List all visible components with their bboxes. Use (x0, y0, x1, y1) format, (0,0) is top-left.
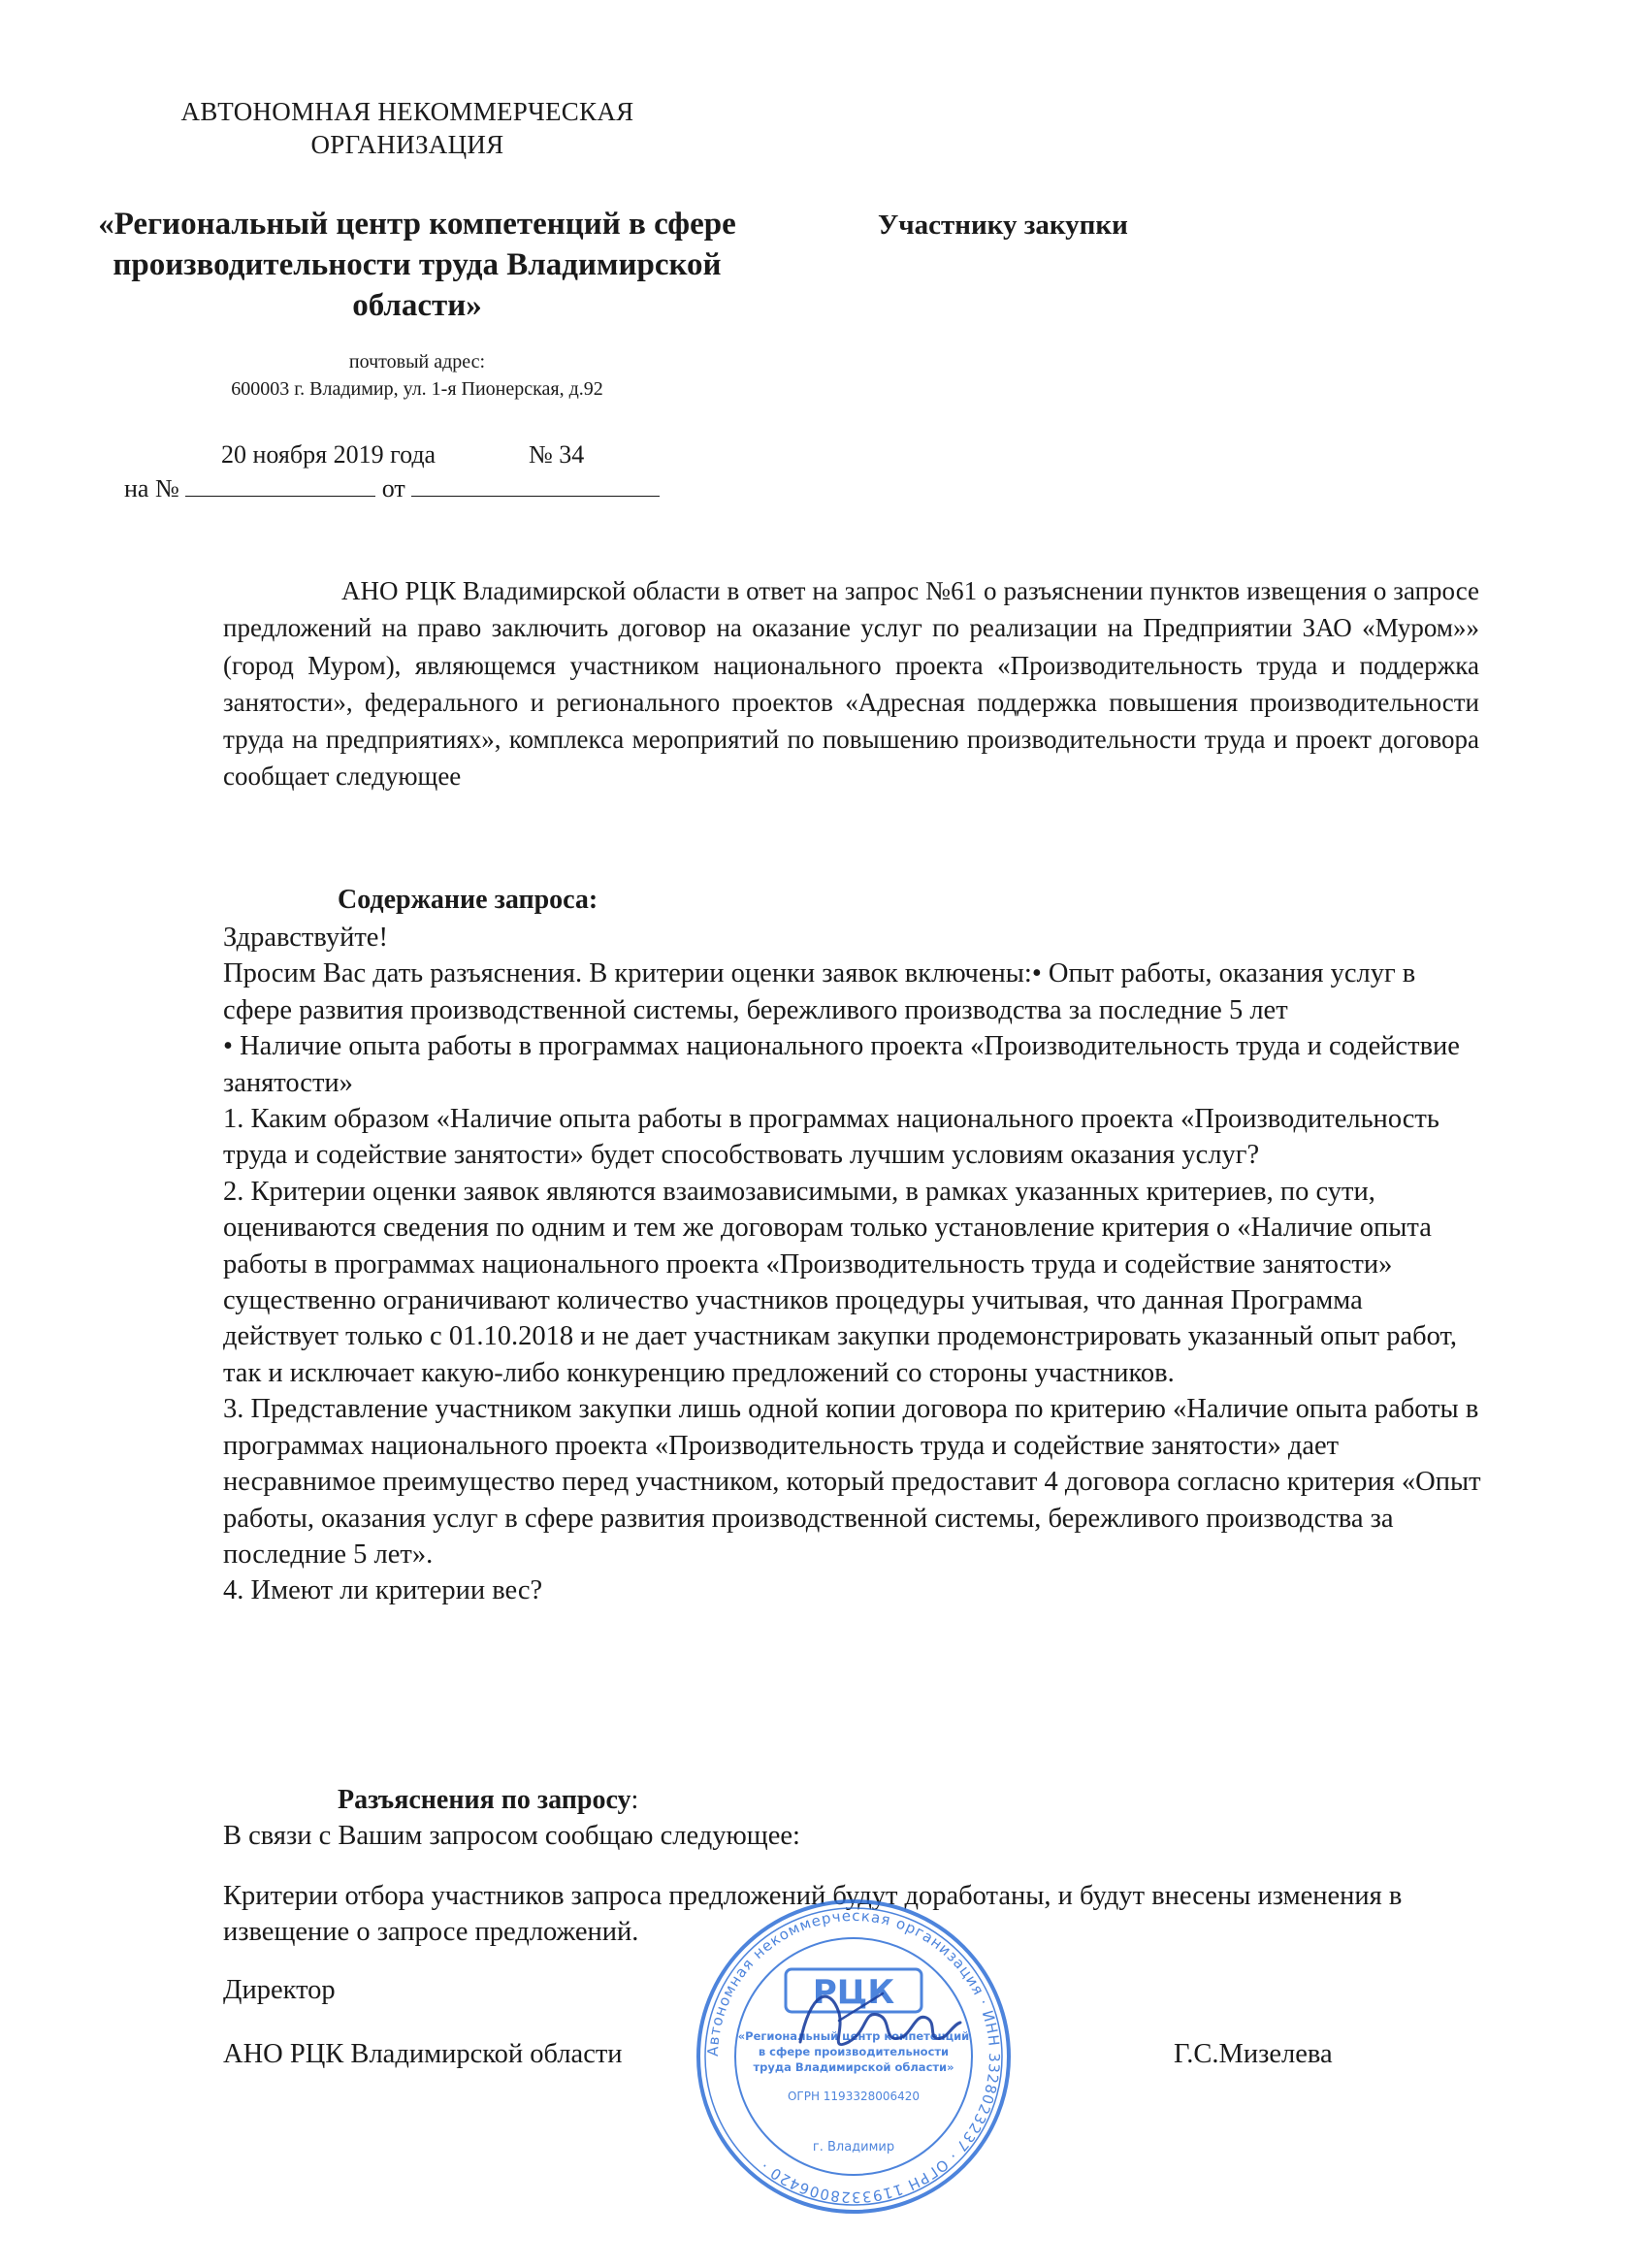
postal-label: почтовый адрес: (348, 351, 486, 373)
request-paragraph: Просим Вас дать разъяснения. В критерии оценки заявок включены:• Опыт работы, оказания услуг в сфере развития производственной системы, бережливого производства за последние 5 лет (223, 958, 1416, 1025)
answer-heading-colon: : (630, 1785, 639, 1815)
reference-prefix: на № (124, 474, 179, 502)
stamp-outer-text: Автономная некоммерческая организация · ИНН 3328023237 · ОГРН 1193328006420 · (703, 1906, 1004, 2207)
document-date: 20 ноября 2019 года (221, 440, 436, 469)
reference-number-blank (185, 474, 375, 497)
svg-text:труда Владимирской области»: труда Владимирской области» (753, 2060, 954, 2074)
request-paragraph: 2. Критерии оценки заявок являются взаимозависимыми, в рамках указанных критериев, по сути, оцениваются сведения по одним и тем же договорам только установление критерия о «Наличие опыта работы в программах национального проекта «Производительность труда и содействие занятости» существенно ограничивают количество участников процедуры учитывая, что данная Программа действует только с 01.10.2018 и не дает участникам закупки продемонстрировать указанный опыт работ, так и исключает какую-либо конкуренцию предложений со стороны участников. (223, 1176, 1457, 1388)
org-name: «Региональный центр компетенций в сфере производительности труда Владимирской области» (98, 207, 736, 323)
answer-heading-text: Разъяснения по запросу (338, 1785, 631, 1815)
reference-from: от (381, 474, 405, 502)
signatory-organization: АНО РЦК Владимирской области (223, 2039, 623, 2069)
stamp-ogrn: ОГРН 1193328006420 (787, 2090, 921, 2103)
svg-text:в сфере производительности: в сфере производительности (758, 2045, 950, 2058)
intro-text: АНО РЦК Владимирской области в ответ на запрос №61 о разъяснении пунктов извещения о запросе предложений на право заключить договор на оказание услуг по реализации на Предприятии ЗАО «Муром»» (город Муром), являющемся участником национального проекта «Производительность труда и поддержка занятости», федерального и регионального проектов «Адресная поддержка повышения производительности труда на предприятиях», комплекса мероприятий по повышению производительности труда и проект договора сообщает следующее (223, 576, 1479, 792)
stamp-city: г. Владимир (812, 2140, 895, 2155)
request-paragraph: • Наличие опыта работы в программах национального проекта «Производительность труда и содействие занятости» (223, 1031, 1460, 1098)
request-heading: Содержание запроса: (338, 885, 598, 915)
request-paragraph: 1. Каким образом «Наличие опыта работы в программах национального проекта «Производительность труда и содействие занятости» будет способствовать лучшим условиям оказания услуг? (223, 1104, 1439, 1171)
signatory-title: Директор (223, 1975, 336, 2005)
answer-body: Критерии отбора участников запроса предложений будут доработаны, и будут внесены изменения в извещение о запросе предложений. (223, 1881, 1403, 1948)
reference-date-blank (411, 474, 660, 497)
svg-text:«Региональный центр компетенци: «Региональный центр компетенций (737, 2029, 970, 2043)
addressee: Участнику закупки (878, 210, 1128, 241)
answer-heading (338, 1783, 638, 1818)
organization-stamp (694, 1896, 1014, 2217)
postal-address: 600003 г. Владимир, ул. 1-я Пионерская, д.92 (231, 378, 603, 400)
stamp-logo: РЦК (812, 1973, 895, 2012)
request-body (223, 920, 1484, 1609)
document-number: № 34 (529, 440, 585, 469)
signatory-name: Г.С.Мизелева (1174, 2039, 1333, 2069)
reference-line (124, 473, 706, 504)
intro-paragraph (223, 572, 1479, 795)
request-paragraph: 3. Представление участником закупки лишь одной копии договора по критерию «Наличие опыта работы в программах национального проекта «Производительность труда и содействие занятости» дает несравнимое преимущество перед участником, который предоставит 4 договора согласно критерия «Опыт работы, оказания услуг в сфере развития производственной системы, бережливого производства за последние 5 лет». (223, 1394, 1481, 1570)
request-paragraph: 4. Имеют ли критерии вес? (223, 1575, 543, 1606)
request-paragraph: Здравствуйте! (223, 923, 388, 953)
org-type: АВТОНОМНАЯ НЕКОММЕРЧЕСКАЯ ОРГАНИЗАЦИЯ (180, 97, 634, 159)
answer-intro: В связи с Вашим запросом сообщаю следующее: (223, 1821, 800, 1851)
